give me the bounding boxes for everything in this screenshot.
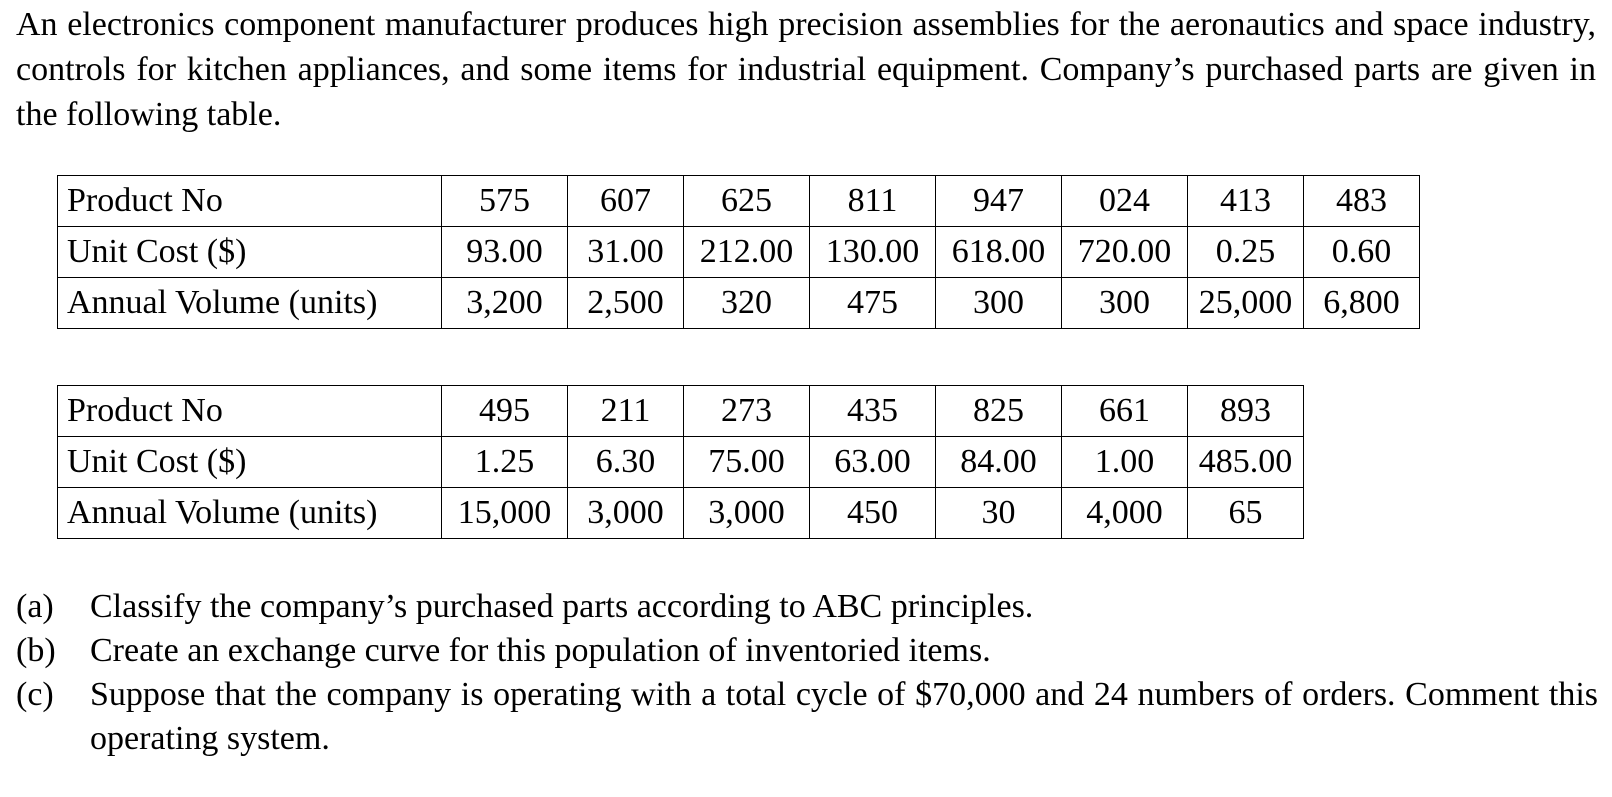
table-cell: 575 <box>442 176 568 227</box>
table-cell: 475 <box>810 278 936 329</box>
parts-table-1 <box>57 175 1420 329</box>
table-row <box>58 176 1420 227</box>
table-row <box>58 227 1420 278</box>
table-cell: 450 <box>810 488 936 539</box>
question-item <box>16 585 1598 629</box>
question-text: Create an exchange curve for this population of inventoried items. <box>90 632 991 669</box>
problem-intro: An electronics component manufacturer produces high precision assemblies for the aeronautics and space industry, controls for kitchen appliances, and some items for industrial equipment. Company’s purchased parts are given in the following table. <box>16 6 1596 133</box>
table-cell: 893 <box>1188 386 1304 437</box>
table-cell: 3,000 <box>684 488 810 539</box>
table-cell: 93.00 <box>442 227 568 278</box>
row-label: Unit Cost ($) <box>58 437 442 488</box>
table-cell: 413 <box>1188 176 1304 227</box>
table-cell: 320 <box>684 278 810 329</box>
table-cell: 495 <box>442 386 568 437</box>
table-cell: 65 <box>1188 488 1304 539</box>
table-row <box>58 488 1304 539</box>
row-label: Product No <box>58 386 442 437</box>
table-cell: 300 <box>1062 278 1188 329</box>
table-cell: 15,000 <box>442 488 568 539</box>
table-cell: 300 <box>936 278 1062 329</box>
table-cell: 483 <box>1304 176 1420 227</box>
table-cell: 661 <box>1062 386 1188 437</box>
question-marker: (b) <box>16 632 56 669</box>
table-cell: 63.00 <box>810 437 936 488</box>
question-text: Suppose that the company is operating with a total cycle of $70,000 and 24 numbers of orders. Comment this operating system. <box>90 676 1598 757</box>
table-cell: 485.00 <box>1188 437 1304 488</box>
table-cell: 720.00 <box>1062 227 1188 278</box>
question-list <box>16 585 1598 761</box>
table-cell: 3,200 <box>442 278 568 329</box>
table-cell: 31.00 <box>568 227 684 278</box>
question-text: Classify the company’s purchased parts according to ABC principles. <box>90 588 1034 625</box>
table-row <box>58 278 1420 329</box>
table-cell: 947 <box>936 176 1062 227</box>
table-cell: 211 <box>568 386 684 437</box>
table-cell: 1.25 <box>442 437 568 488</box>
table-cell: 130.00 <box>810 227 936 278</box>
question-marker: (a) <box>16 588 54 625</box>
row-label: Annual Volume (units) <box>58 278 442 329</box>
question-item <box>16 629 1598 673</box>
table-cell: 0.25 <box>1188 227 1304 278</box>
question-item <box>16 673 1598 761</box>
table-row <box>58 386 1304 437</box>
question-marker: (c) <box>16 676 54 713</box>
table-cell: 75.00 <box>684 437 810 488</box>
parts-table-2 <box>57 385 1304 539</box>
table-cell: 1.00 <box>1062 437 1188 488</box>
table-cell: 4,000 <box>1062 488 1188 539</box>
table-cell: 607 <box>568 176 684 227</box>
table-cell: 435 <box>810 386 936 437</box>
table-cell: 811 <box>810 176 936 227</box>
row-label: Product No <box>58 176 442 227</box>
table-cell: 6,800 <box>1304 278 1420 329</box>
table-cell: 2,500 <box>568 278 684 329</box>
table-cell: 618.00 <box>936 227 1062 278</box>
table-cell: 30 <box>936 488 1062 539</box>
table-cell: 25,000 <box>1188 278 1304 329</box>
table-cell: 024 <box>1062 176 1188 227</box>
table-cell: 625 <box>684 176 810 227</box>
table-cell: 825 <box>936 386 1062 437</box>
row-label: Annual Volume (units) <box>58 488 442 539</box>
table-cell: 212.00 <box>684 227 810 278</box>
table-row <box>58 437 1304 488</box>
table-cell: 84.00 <box>936 437 1062 488</box>
table-cell: 273 <box>684 386 810 437</box>
table-cell: 6.30 <box>568 437 684 488</box>
table-cell: 0.60 <box>1304 227 1420 278</box>
table-cell: 3,000 <box>568 488 684 539</box>
row-label: Unit Cost ($) <box>58 227 442 278</box>
